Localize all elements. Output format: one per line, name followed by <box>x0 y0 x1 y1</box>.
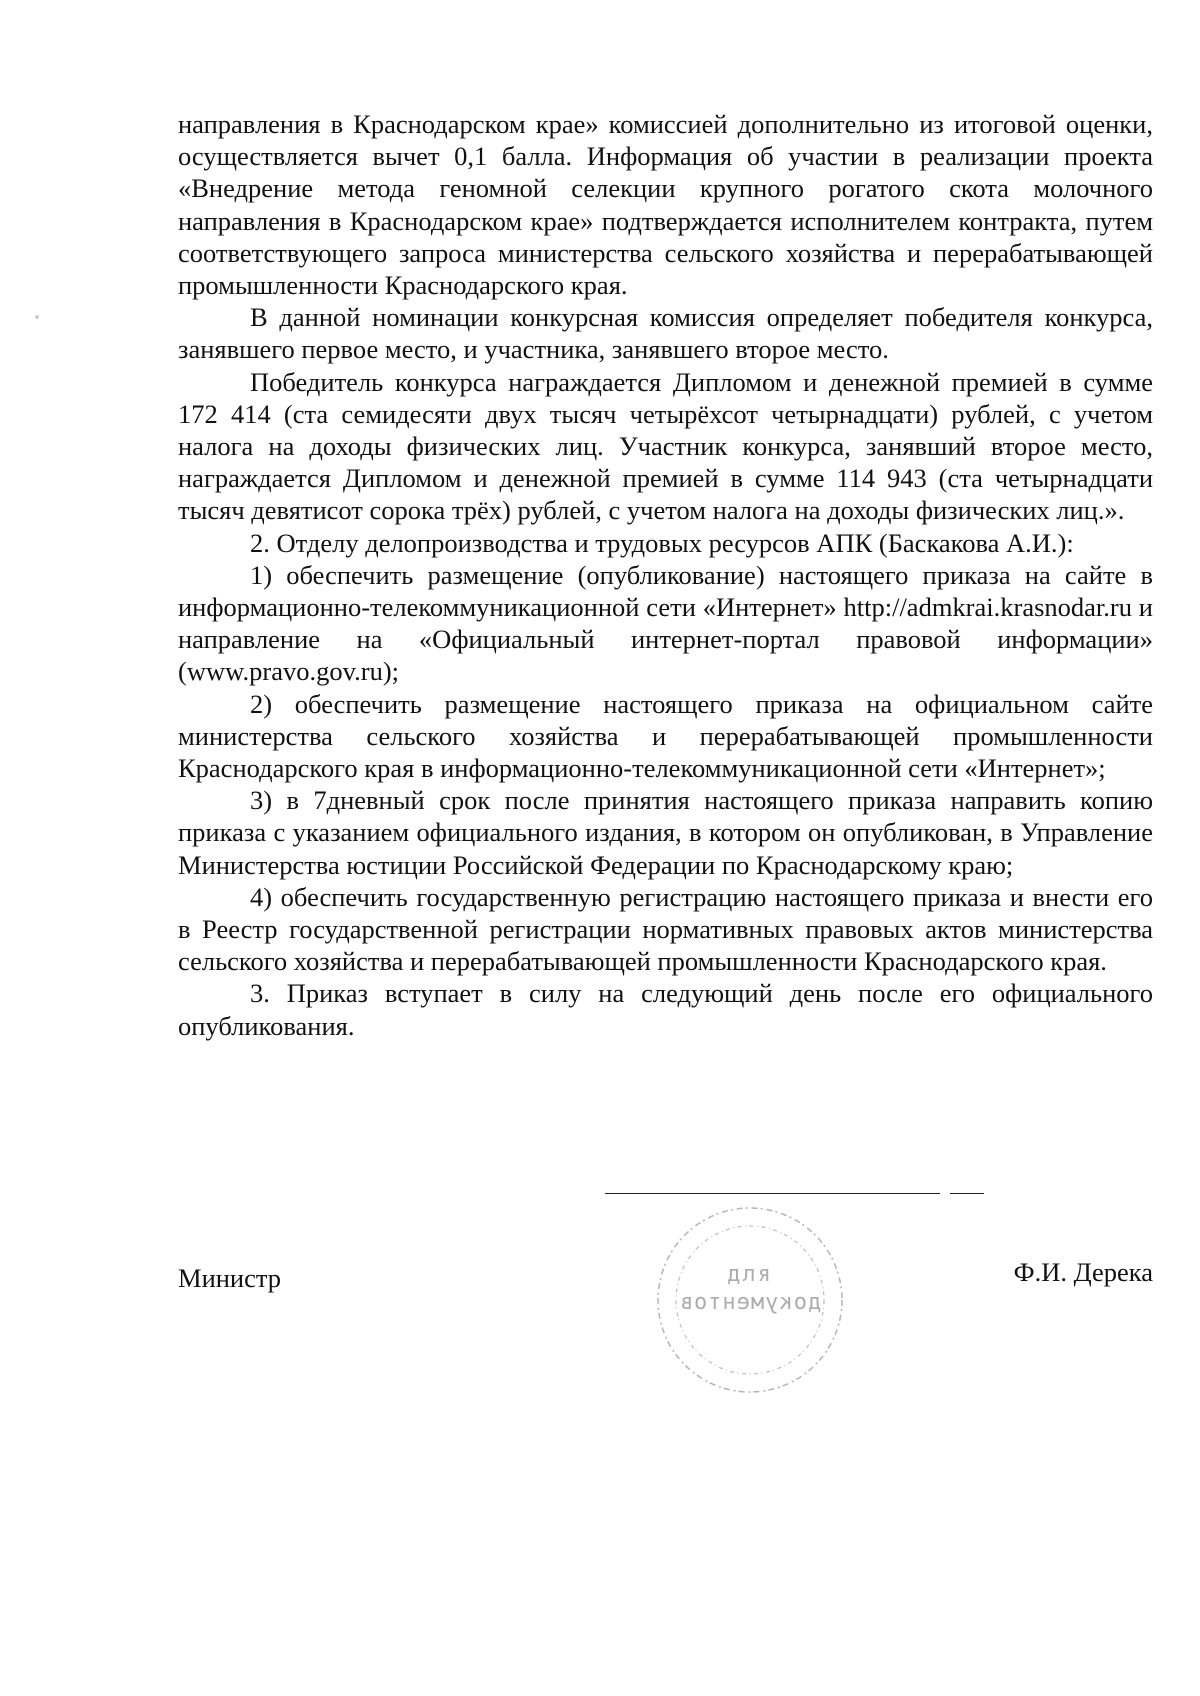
paragraph-subitem-1: 1) обеспечить размещение (опубликование) настоящего приказа на сайте в информационно-телекоммуникационной сети «Интернет» http://admkrai.krasnodar.ru и направление на «Официальный интернет-портал правовой информации» (www.pravo.gov.ru); <box>178 559 1153 687</box>
stamp-text-bottom: документов <box>678 1290 822 1315</box>
paragraph-nomination: В данной номинации конкурсная комиссия определяет победителя конкурса, занявшего первое место, и участника, занявшего второе место. <box>178 302 1153 365</box>
scan-artifact <box>35 315 39 319</box>
paragraph-item-3: 3. Приказ вступает в силу на следующий день после его официального опубликования. <box>178 978 1153 1041</box>
signatory-title: Министр <box>178 1263 282 1293</box>
registration-stamp <box>650 1200 850 1400</box>
stamp-text-top: для <box>727 1262 773 1287</box>
paragraph-subitem-2: 2) обеспечить размещение настоящего приказа на официальном сайте министерства сельского хозяйства и перерабатывающей промышленности Краснодарского края в информационно-телекоммуникационной сети «Интернет»; <box>178 688 1153 784</box>
signature-line <box>605 1193 940 1194</box>
signature-line-tail <box>950 1193 984 1194</box>
paragraph-award: Победитель конкурса награждается Дипломом и денежной премией в сумме 172 414 (ста семидесяти двух тысяч четырёхсот четырнадцати) рублей, с учетом налога на доходы физических лиц. Участник конкурса, занявший второе место, награждается Дипломом и денежной премией в сумме 114 943 (ста четырнадцати тысяч девятисот сорока трёх) рублей, с учетом налога на доходы физических лиц.». <box>178 366 1153 526</box>
paragraph-subitem-3: 3) в 7дневный срок после принятия настоящего приказа направить копию приказа с указанием официального издания, в котором он опубликован, в Управление Министерства юстиции Российской Федерации по Краснодарскому краю; <box>178 785 1153 880</box>
signatory-name: Ф.И. Дерека <box>1013 1257 1153 1287</box>
paragraph-item-2: 2. Отделу делопроизводства и трудовых ресурсов АПК (Баскакова А.И.): <box>250 527 1074 558</box>
document-body <box>178 108 1153 1042</box>
paragraph-subitem-4: 4) обеспечить государственную регистрацию настоящего приказа и внести его в Реестр государственной регистрации нормативных правовых актов министерства сельского хозяйства и перерабатывающей промышленности Краснодарского края. <box>178 881 1153 977</box>
paragraph-continuation: направления в Краснодарском крае» комиссией дополнительно из итоговой оценки, осуществляется вычет 0,1 балла. Информация об участии в реализации проекта «Внедрение метода геномной селекции крупного рогатого скота молочного направления в Краснодарском крае» подтверждается исполнителем контракта, путем соответствующего запроса министерства сельского хозяйства и перерабатывающей промышленности Краснодарского края. <box>178 109 1153 301</box>
